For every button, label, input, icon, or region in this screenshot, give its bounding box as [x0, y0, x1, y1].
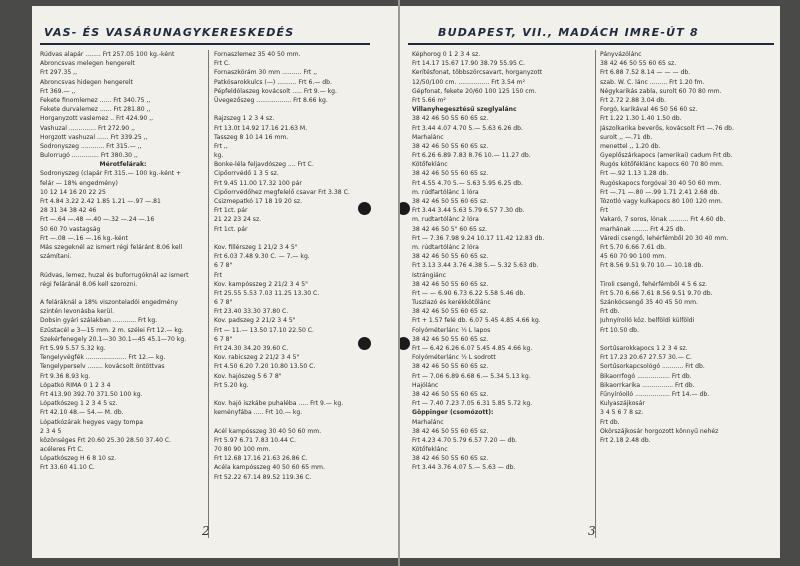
price-line	[600, 271, 774, 280]
price-line: m. rúdtartólánc 2 lóra	[412, 243, 479, 251]
price-line: 38 42 46 50 55 60 65 sz.	[412, 390, 489, 398]
price-line: Lópatkószeg 1 2 3 4 5 sz.	[40, 400, 118, 408]
left-column-divider	[208, 50, 209, 538]
price-line: Frt 3.44 3.44 5.63 5.79 6.57 7.30 db.	[412, 207, 525, 215]
price-line: Frt 5.97 6.71 7.83 10.44 C.	[214, 436, 296, 444]
price-line: Rajzszeg 1 2 3 4 sz.	[214, 115, 275, 123]
price-line: Okörszájkosár horgozott könnyű nehéz	[600, 427, 719, 435]
right-header-rule	[408, 43, 774, 45]
price-line: Frt 5.66 m²	[412, 96, 446, 104]
price-line: Acél kampósszeg 30 40 50 60 mm.	[214, 427, 322, 435]
price-line: Cipőorrvédő 1 3 5 sz.	[214, 170, 279, 178]
price-line: Frt db.	[600, 308, 620, 316]
price-line: Lópatkó RIMA 0 1 2 3 4	[40, 381, 111, 389]
price-line: 6 7 8"	[214, 262, 233, 270]
price-line: Frt + 1.57 felé db. 6.07 5.45 4.85 4.66 kg.	[412, 317, 541, 325]
price-line: Frt 25.55 5.53 7.03 11.25 13.30 C.	[214, 289, 320, 297]
price-line: 2 3 4 5	[40, 427, 62, 435]
price-line: Frt 4.50 6.20 7.20 10.80 13.50 C.	[214, 363, 316, 371]
price-line: Négykarikás zabla, surolt 60 70 80 mm.	[600, 87, 722, 95]
price-line: 28 31 34 38 42 46	[40, 207, 97, 215]
price-line: 45 60 70 90 100 mm.	[600, 253, 667, 261]
price-line: Frt — 7.36 7.98 9.24 10.17 11.42 12.83 db.	[412, 234, 545, 242]
price-line: Frt 5.70 6.66 7.61 8.56 9.51 9.70 db.	[600, 289, 713, 297]
price-line: Frt 5.20 kg.	[214, 381, 249, 389]
price-line: menettel ,, 1.20 db.	[600, 142, 661, 150]
price-line: 38 42 46 50 55 60 65 sz.	[412, 280, 489, 288]
price-line: Fekete finomlemez ...... Frt 340.75 ,,	[40, 96, 151, 104]
price-line: 38 42 46 50 55 60 65 sz.	[412, 142, 489, 150]
price-line: Frt 2.72 2.88 3.04 db.	[600, 96, 667, 104]
price-line: 38 42 46 50 55 60 65 sz.	[412, 308, 489, 316]
price-line: Rugóskapocs forgóval 30 40 50 60 mm.	[600, 179, 722, 187]
price-line: Frt 3.44 4.07 4.70 5.— 5.63 6.26 db.	[412, 124, 523, 132]
price-line: marhának ........ Frt 4.25 db.	[600, 225, 686, 233]
price-line: Frt 3.13 3.44 3.76 4.38 5.— 5.32 5.63 db.	[412, 262, 539, 270]
price-line: Kov. kampósszeg 2 21/2 3 4 5"	[214, 280, 308, 288]
price-line: szab. W. C. lánc ......... Frt 1.20 fm.	[600, 78, 705, 86]
price-line	[214, 390, 384, 399]
price-line: acéleres Frt C.	[40, 446, 84, 454]
price-line: 50 60 70 vastagság	[40, 225, 101, 233]
price-line: Sortűsorkapcsológó ........... Frt db.	[600, 363, 705, 371]
price-line: Bikaorrfogó ................. Frt db.	[600, 372, 692, 380]
price-line: Szánkócsengő 35 40 45 50 mm.	[600, 299, 698, 307]
price-line: Frt 14.17 15.67 17.90 38.79 55.95 C.	[412, 60, 525, 68]
price-line: Frt 6.03 7.48 9.30 C. — 7.— kg.	[214, 253, 310, 261]
price-line: régi feláránál 8.06 kell szorozni.	[40, 280, 138, 288]
punch-hole-bottom-right	[400, 337, 410, 350]
price-line: Fornaszkörám 30 mm .......... Frt ,,	[214, 69, 318, 77]
price-line: surolt ,, —.71 db.	[600, 133, 653, 141]
price-line: 38 42 46 50 55 60 65 sz.	[412, 170, 489, 178]
price-line: Frt	[600, 207, 608, 215]
price-line: Frt 33.60 41.10 C.	[40, 464, 95, 472]
price-line: 38 42 46 50 55 60 65 sz.	[412, 115, 489, 123]
price-line: felár — 18% engedmény)	[40, 179, 118, 187]
price-line: Kötőfeklánc	[412, 161, 448, 169]
price-line: Frt 369.— ,,	[40, 87, 76, 95]
price-line: Frt — — 6.90 6.73 6.22 5.58 5.46 db.	[412, 289, 526, 297]
price-line: Frt 17.23 20.67 27.57 30.— C.	[600, 354, 692, 362]
price-line: Frt 1ct. pár	[214, 225, 248, 233]
price-line: Kov. hajószeg 5 6 7 8"	[214, 372, 282, 380]
left-column-2	[214, 50, 384, 482]
price-line: Gépfonat, fekete 20/60 100 125 150 cm.	[412, 87, 537, 95]
right-column-2	[600, 50, 774, 445]
price-line: Acéla kampósszeg 40 50 60 65 mm.	[214, 464, 325, 472]
price-line: Marhalánc	[412, 418, 444, 426]
price-line: Rúdvas alapár ........ Frt 257.05 100 kg.-ként	[40, 51, 175, 58]
price-line: 70 80 90 100 mm.	[214, 446, 271, 454]
price-line: Jászolkarika beverős, kovácsolt Frt —.76 db.	[600, 124, 734, 132]
right-page	[400, 6, 780, 558]
left-header-rule	[40, 43, 370, 45]
price-line: számítani.	[40, 253, 72, 261]
price-line: Sodronyszeg (clapár Frt 315.— 100 kg.-ként +	[40, 170, 182, 178]
price-line: Fekete durvalemez ...... Frt 281.80 ,,	[40, 106, 151, 114]
price-line: Juhnyírolló köz. belföldi külföldi	[600, 317, 695, 325]
price-line: Kulyaszájkosár	[600, 400, 645, 408]
price-line: Göppinger (csomózott):	[412, 409, 494, 417]
price-line: m. rudtartólánc 2 lóra	[412, 216, 479, 224]
price-line: Vashuzal .............. Frt 272.90 ,,	[40, 124, 135, 132]
right-page-header: BUDAPEST, VII., MADÁCH IMRE-ÚT 8	[438, 26, 699, 39]
price-line: Frt 3.44 3.76 4.07 5.— 5.63 — db.	[412, 464, 516, 472]
price-line: Fűnyíróolló .................. Frt 14.— db.	[600, 390, 710, 398]
punch-hole-top-right	[400, 202, 410, 215]
price-line: Lópatkószeg H 6 8 10 sz.	[40, 455, 117, 463]
price-line: Sodronyszeg ............ Frt 315.— ,,	[40, 142, 142, 150]
price-line: Bikaorrkarika ................ Frt db.	[600, 381, 695, 389]
price-line: Kov. fillérszeg 1 21/2 3 4 5"	[214, 243, 298, 251]
right-column-1	[412, 50, 592, 473]
price-line: Gyeplőszárkapocs (amerikai) cadum Frt db.	[600, 152, 733, 160]
left-page-header: VAS- ÉS VASÁRUNAGYKERESKEDÉS	[44, 26, 295, 39]
price-line: Üvegezőszeg .................. Frt 8.66 kg.	[214, 96, 328, 104]
price-line: Frt 4.23 4.70 5.79 6.57 7.20 — db.	[412, 436, 518, 444]
punch-hole-bottom-left	[358, 337, 371, 350]
price-line: 38 42 46 50 55 60 65 sz.	[412, 198, 489, 205]
price-line: Csizmepatkó 17 18 19 20 sz.	[214, 198, 303, 205]
price-line: Mérotfelárak:	[99, 161, 147, 169]
price-line: Dobsin gyári szálakban ............ Frt kg.	[40, 317, 158, 325]
price-line: 38 42 46 50 5" 60 65 sz.	[412, 225, 488, 233]
price-line: 21 22 23 24 sz.	[214, 216, 262, 224]
price-line: Frt —.08 —.16 —.16 kg.-ként	[40, 234, 128, 242]
price-line: Tuszlazó és kerékkötőlánc	[412, 299, 491, 307]
price-line: Frt 9.45 11.00 17.32 100 pár	[214, 179, 302, 187]
price-line: Fornaszlemez 35 40 50 mm.	[214, 51, 301, 58]
left-page	[32, 6, 398, 558]
price-line: közönséges Frt 20.60 25.30 28.50 37.40 C.	[40, 436, 172, 444]
price-line: Frt 12.68 17.16 21.63 26.86 C.	[214, 455, 308, 463]
price-line: 38 42 46 50 55 60 65 sz.	[412, 335, 489, 343]
price-line: Lópatkózárak hegyes vagy tompa	[40, 418, 144, 426]
price-line: Kerítésfonat, többszörcsavart, horganyzott	[412, 69, 543, 77]
price-line: szintén levonásba kerül.	[40, 308, 115, 316]
price-line: Folyóméterlánc ½ L lapos	[412, 326, 491, 334]
price-line: Más szegeknél az ismert régi feláránt 8.06 kell	[40, 243, 183, 251]
price-line: 38 42 46 50 55 60 65 sz.	[412, 253, 489, 261]
price-line: Patkósarokkulcs (—) .......... Frt 6.— db.	[214, 78, 332, 86]
price-line: Sortűsarokkapocs 1 2 3 4 sz.	[600, 345, 688, 352]
price-line: Forgó, karikával 46 50 56 60 sz.	[600, 106, 698, 114]
price-line: Szekérfenegely 20.1—30 30.1—45 45.1—70 kg.	[40, 335, 187, 343]
price-line: Kov. padszeg 2 21/2 3 4 5"	[214, 317, 296, 325]
price-line: 38 42 46 50 55 60 65 sz.	[412, 455, 489, 463]
price-line: Frt 413.90 392.70 371.50 100 kg.	[40, 390, 143, 398]
price-line: Bonke-léla feljavdószeg .... Frt C.	[214, 161, 314, 169]
price-line: Frt 1ct. pár	[214, 207, 248, 215]
price-line: Frt 4.55 4.70 5.— 5.63 5.95 6.25 db.	[412, 179, 523, 187]
price-line	[214, 234, 384, 243]
right-column-divider	[595, 50, 596, 538]
price-line: Bulorrugó .............. Frt 380.30 ,,	[40, 152, 138, 160]
price-line: 12/50/100 cm. ................ Frt 3.54 m²	[412, 78, 526, 86]
price-line: 10 12 14 16 20 22 25	[40, 188, 106, 196]
price-line	[40, 261, 206, 270]
price-line: Rugós kötőféklánc kapocs 60 70 80 mm.	[600, 161, 724, 169]
price-line: Horgzott vashuzal ...... Frt 339.25 ,,	[40, 133, 148, 141]
price-line: Frt 24.30 34.20 39.60 C.	[214, 345, 289, 352]
left-column-1	[40, 50, 206, 473]
page-number-right: 3	[588, 524, 596, 538]
price-line: Cipőorrvédőhez megfelelő csavar Frt 3.38 C.	[214, 188, 350, 196]
price-line: Tengelyvégfék ..................... Frt 12.— kg.	[40, 354, 166, 362]
price-line: m. rúdfartólánc 1 lóra	[412, 188, 479, 196]
price-line: Frt 4.84 3.22 2.42 1.85 1.21 —.97 —.81	[40, 198, 161, 205]
price-line: Frt 1.22 1.30 1.40 1.50 db.	[600, 115, 682, 123]
price-line: Frt 13.0t 14.92 17.16 21.63 M.	[214, 124, 308, 132]
price-line: Frt —.92 1.13 1.28 db.	[600, 170, 669, 178]
price-line: Frt 6.26 6.89 7.83 8.76 10.— 11.27 db.	[412, 152, 531, 160]
price-line: Folyóméterlánc ½ L sodrott	[412, 354, 496, 362]
price-line: Frt —.71 —.80 —.99 1.71 2.41 2.68 db.	[600, 188, 720, 196]
price-line: Frt 52.22 67.14 89.52 119.36 C.	[214, 473, 312, 481]
price-line: Tengelyperselv ........ kovácsolt öntöttvas	[40, 363, 165, 371]
price-line: Vakaró, 7 soros, lónak .......... Frt 4.60 db.	[600, 216, 726, 224]
price-line: Váredi csengő, lehérfémből 20 30 40 mm.	[600, 234, 729, 242]
price-line: Tasszeg 8 10 14 16 mm.	[214, 133, 289, 141]
page-number-left: 2	[202, 524, 210, 538]
price-line: Kötőfeklánc	[412, 446, 448, 454]
price-line: Pépfeldólaszeg kovácsolt ..... Frt 9.— kg.	[214, 87, 337, 95]
price-line: Rúdvas, lemez, huzal és buforrugóknál az ismert	[40, 271, 189, 279]
price-line: Frt 42.10 48.— 54.— M. db.	[40, 409, 124, 417]
price-line	[40, 289, 206, 298]
price-line: Frt — 11.— 13.50 17.10 22.50 C.	[214, 326, 314, 334]
price-line: Frt — 6.42 6.26 6.07 5.45 4.85 4.66 kg.	[412, 345, 533, 352]
price-line: A feláráknál a 18% viszonteladói engedmény	[40, 299, 178, 307]
price-line: Frt 8.56 9.51 9.70 10.— 10.18 db.	[600, 262, 704, 270]
price-line: 38 42 46 50 55 60 65 sz.	[412, 427, 489, 435]
price-line	[600, 335, 774, 344]
price-line	[214, 418, 384, 427]
price-line: Hajólánc	[412, 381, 439, 389]
price-line: Marhalánc	[412, 133, 444, 141]
price-line: Frt — 7.06 6.89 6.68 6.— 5.34 5.13 kg.	[412, 372, 531, 380]
price-line: Frt C.	[214, 60, 231, 68]
price-line: Abroncsvas hidegen hengerelt	[40, 78, 133, 86]
price-line: Kov. rabicszeg 2 21/2 3 4 5"	[214, 354, 300, 362]
price-line: Pányvázólánc	[600, 51, 642, 58]
price-line: Frt 5.70 6.66 7.61 db.	[600, 243, 667, 251]
price-line: 6 7 8"	[214, 335, 233, 343]
price-line: Abroncsvas melegen hengerelt	[40, 60, 135, 68]
price-line: Frt 9.36 8.93 kg.	[40, 372, 91, 380]
price-line: Frt 10.50 db.	[600, 326, 639, 334]
price-line: 38 42 46 50 55 60 65 sz.	[412, 363, 489, 371]
punch-hole-top-left	[358, 202, 371, 215]
price-line: 3 4 5 6 7 8 sz.	[600, 409, 644, 417]
price-line: Tiroli csengő, fehérfémből 4 5 6 sz.	[600, 280, 708, 288]
price-line: Frt — 7.40 7.23 7.05 6.31 5.85 5.72 kg.	[412, 400, 533, 408]
price-line: Képhorog 0 1 2 3 4 sz.	[412, 51, 481, 58]
price-line: Frt 297.35 ,,	[40, 69, 78, 77]
price-line: Tózotló vagy kulkapocs 80 100 120 mm.	[600, 198, 723, 205]
price-line: Frt ,,	[214, 142, 228, 150]
price-line: Villanyhegesztésű szeglyalánc	[412, 106, 517, 114]
price-line: Kov. hajó iszkábe puhaléba ..... Frt 9.— kg.	[214, 400, 344, 408]
price-line: Istrángiánc	[412, 271, 446, 279]
price-line: Frt	[214, 271, 222, 279]
price-line: Frt 6.88 7.52 8.14 — — — db.	[600, 69, 691, 77]
price-line: Frt 23.40 33.30 37.80 C.	[214, 308, 289, 316]
price-line: Frt db.	[600, 418, 620, 426]
price-line: Ezüstacél ⌀ 3—15 mm. 2 m. szélei Frt 12.— kg.	[40, 326, 184, 334]
price-line: 6 7 8"	[214, 299, 233, 307]
price-line: Frt 2.18 2.48 db.	[600, 436, 651, 444]
price-line: kg.	[214, 152, 224, 160]
price-line: 38 42 46 50 55 60 65 sz.	[600, 60, 677, 68]
price-line: Frt —.64 —.48 —.40 —.32 —.24 —.16	[40, 216, 155, 224]
price-line	[214, 105, 384, 114]
price-line: Frt 5.99 5.57 5.32 kg.	[40, 345, 106, 352]
price-line: keményfába ..... Frt 10.— kg.	[214, 409, 303, 417]
price-line: Horganyzott vaslemez .. Frt 424.90 ,,	[40, 115, 154, 123]
